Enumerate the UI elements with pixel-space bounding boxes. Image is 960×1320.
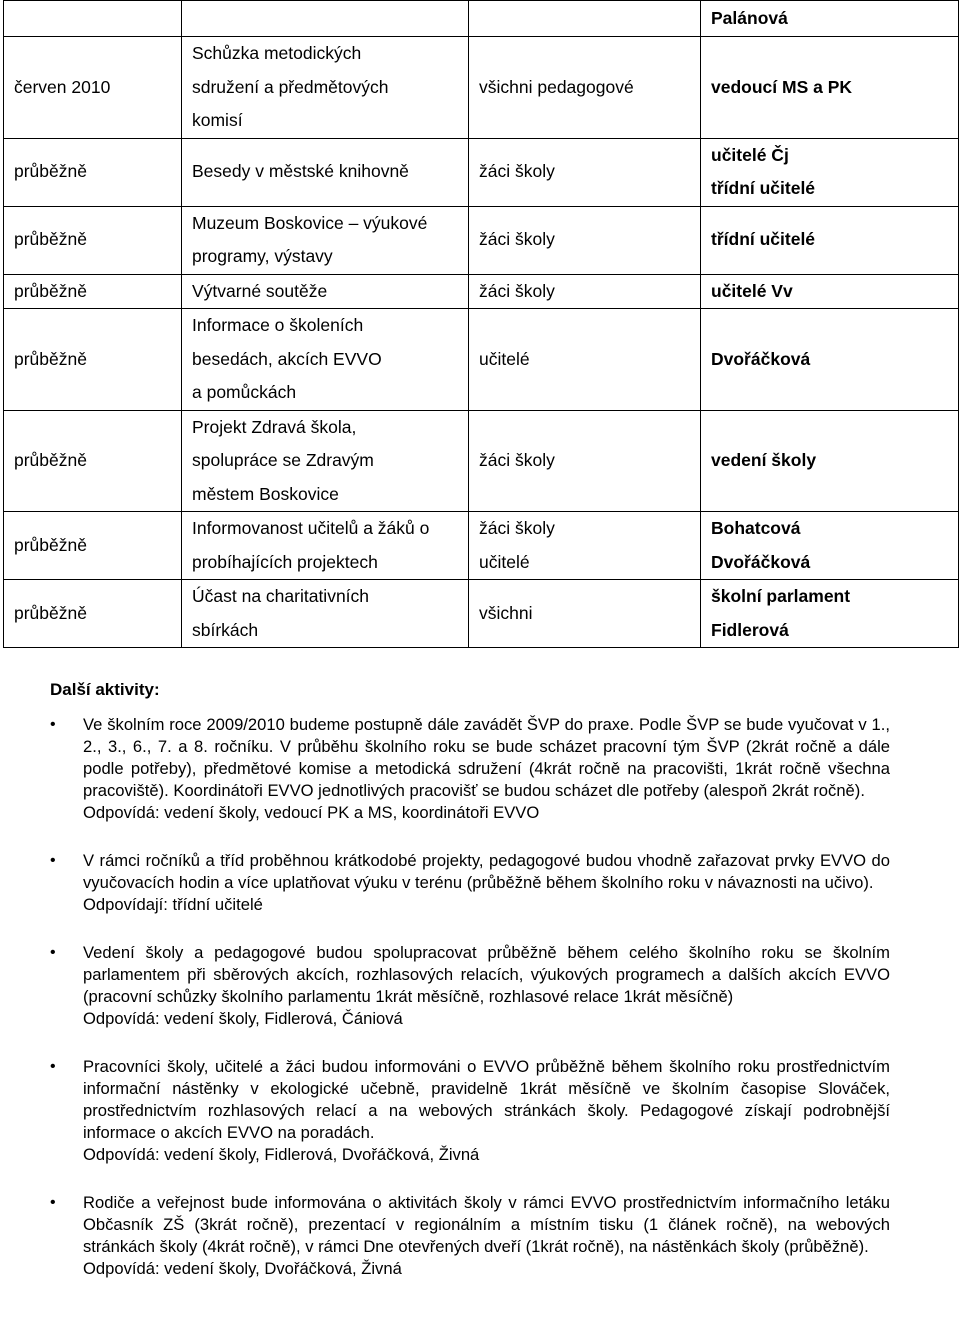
- cell-line: Schůzka metodických: [192, 43, 362, 63]
- cell-line: učitelé Vv: [711, 280, 793, 301]
- date-cell: [4, 206, 182, 274]
- cell-line: probíhajících projektech: [192, 551, 378, 572]
- list-item: [50, 850, 890, 916]
- bullet-icon: •: [50, 1194, 56, 1211]
- cell-line: Fidlerová: [711, 619, 789, 640]
- responsible-cell: [701, 37, 959, 139]
- participants-cell: [469, 512, 701, 580]
- activity-cell: [182, 274, 469, 309]
- table-row: [4, 274, 959, 309]
- date-cell: [4, 274, 182, 309]
- cell-line: Muzeum Boskovice – výukové: [192, 212, 428, 233]
- participants-cell: [469, 410, 701, 512]
- cell-line: třídní učitelé: [711, 178, 816, 198]
- date-cell: [4, 580, 182, 648]
- responsible-cell: [701, 512, 959, 580]
- table-row: [4, 512, 959, 580]
- bullet-icon: •: [50, 852, 56, 869]
- cell-line: červen 2010: [14, 76, 111, 97]
- date-cell: [4, 512, 182, 580]
- participants-cell: [469, 37, 701, 139]
- item-text: Pracovníci školy, učitelé a žáci budou informováni o EVVO průběžně během školního roku prostřednictvím informační nástěnky v ekologické učebně, pravidelně 1krát měsíčně ve školním časopise Slováček, prostřednictvím rozhlasových relací a na webových stránkách školy. Pedagogové získají podrobnější informace o akcích EVVO na poradách.: [83, 1057, 890, 1142]
- cell-line: komisí: [192, 110, 243, 130]
- activity-cell: [182, 37, 469, 139]
- cell-line: žáci školy: [479, 450, 555, 470]
- cell-line: Palánová: [711, 7, 788, 28]
- item-text: Ve školním roce 2009/2010 budeme postupně dále zavádět ŠVP do praxe. Podle ŠVP se bude vyučovat v 1., 2., 3., 6., 7. a 8. ročníku. V průběhu školního roku se bude scházet pracovní tým ŠVP (2krát ročně a dále podle potřeby), předmětové komise a metodická sdružení (4krát ročně na pracovišti, 1krát ročně všechna pracoviště). Koordinátoři EVVO jednotlivých pracovišť se budou scházet dle potřeby (alespoň 2krát ročně).: [83, 715, 890, 800]
- cell-line: Výtvarné soutěže: [192, 280, 328, 301]
- cell-line: a pomůckách: [192, 382, 297, 402]
- responsible-cell: [701, 274, 959, 309]
- list-item: [50, 1056, 890, 1166]
- responsible-cell: [701, 410, 959, 512]
- responsible-cell: [701, 138, 959, 206]
- bullet-icon: •: [50, 716, 56, 733]
- list-item: [50, 1192, 890, 1280]
- cell-line: průběžně: [14, 534, 87, 555]
- cell-line: programy, výstavy: [192, 246, 333, 266]
- cell-line: školní parlament: [711, 586, 851, 606]
- list-item: [50, 942, 890, 1030]
- further-activities-heading: Další aktivity:: [50, 680, 160, 699]
- responsible-cell: [701, 580, 959, 648]
- item-responsible: Odpovídají: třídní učitelé: [83, 895, 263, 914]
- activity-cell: [182, 512, 469, 580]
- activity-cell: [182, 580, 469, 648]
- further-activities-list: [50, 714, 890, 1280]
- responsible-cell: [701, 206, 959, 274]
- cell-line: Dvořáčková: [711, 551, 811, 572]
- item-responsible: Odpovídá: vedení školy, Fidlerová, Dvořáčková, Živná: [83, 1145, 480, 1164]
- date-cell: [4, 138, 182, 206]
- cell-line: průběžně: [14, 450, 87, 470]
- participants-cell: [469, 309, 701, 411]
- participants-cell: [469, 274, 701, 309]
- bullet-icon: •: [50, 1058, 56, 1075]
- cell-line: žáci školy: [479, 518, 555, 538]
- cell-line: průběžně: [14, 348, 87, 369]
- item-responsible: Odpovídá: vedení školy, Dvořáčková, Živná: [83, 1259, 402, 1278]
- date-cell: [4, 1, 182, 37]
- bullet-icon: •: [50, 944, 56, 961]
- table-row: [4, 580, 959, 648]
- cell-line: průběžně: [14, 229, 87, 250]
- participants-cell: [469, 1, 701, 37]
- cell-line: sbírkách: [192, 619, 259, 640]
- cell-line: všichni: [479, 602, 533, 623]
- cell-line: Účast na charitativních: [192, 586, 370, 606]
- table-row: [4, 138, 959, 206]
- cell-line: besedách, akcích EVVO: [192, 348, 382, 369]
- cell-line: vedoucí MS a PK: [711, 76, 853, 97]
- item-responsible: Odpovídá: vedení školy, vedoucí PK a MS, koordinátoři EVVO: [83, 803, 540, 822]
- item-text: Vedení školy a pedagogové budou spolupracovat průběžně během celého školního roku se školním parlamentem při sběrových akcích, rozhlasových relacích, výukových programech a dalších akcích EVVO (pracovní schůzky školního parlamentu 1krát měsíčně, rozhlasové relace 1krát měsíčně): [83, 943, 890, 1006]
- cell-line: Dvořáčková: [711, 348, 811, 369]
- activity-table: [3, 0, 959, 648]
- table-row: [4, 309, 959, 411]
- activity-cell: [182, 1, 469, 37]
- cell-line: městem Boskovice: [192, 483, 339, 504]
- date-cell: [4, 37, 182, 139]
- activity-table-body: [4, 1, 959, 648]
- item-text: Rodiče a veřejnost bude informována o aktivitách školy v rámci EVVO prostřednictvím informačního letáku Občasník ZŠ (3krát ročně), prezentací v regionálním a místním tisku (1 článek ročně), na webových stránkách školy (4krát ročně), v rámci Dne otevřených dveří (1krát ročně), na nástěnkách školy (průběžně).: [83, 1193, 890, 1256]
- cell-line: třídní učitelé: [711, 229, 816, 250]
- cell-line: průběžně: [14, 161, 87, 182]
- cell-line: Informovanost učitelů a žáků o: [192, 518, 430, 538]
- date-cell: [4, 309, 182, 411]
- cell-line: žáci školy: [479, 229, 555, 250]
- cell-line: všichni pedagogové: [479, 76, 634, 97]
- activity-cell: [182, 410, 469, 512]
- item-responsible: Odpovídá: vedení školy, Fidlerová, Čániová: [83, 1009, 403, 1028]
- further-activities: [50, 680, 890, 1280]
- date-cell: [4, 410, 182, 512]
- cell-line: učitelé: [479, 551, 530, 572]
- activity-cell: [182, 309, 469, 411]
- responsible-cell: [701, 1, 959, 37]
- table-row: [4, 410, 959, 512]
- cell-line: Bohatcová: [711, 518, 801, 538]
- cell-line: průběžně: [14, 280, 87, 301]
- list-item: [50, 714, 890, 824]
- item-text: V rámci ročníků a tříd proběhnou krátkodobé projekty, pedagogové budou vhodně zařazovat prvky EVVO do vyučovacích hodin a více uplatňovat výuku v terénu (průběžně během školního roku v návaznosti na učivo).: [83, 851, 890, 892]
- cell-line: žáci školy: [479, 161, 555, 182]
- activity-cell: [182, 138, 469, 206]
- table-row: [4, 206, 959, 274]
- cell-line: žáci školy: [479, 280, 555, 301]
- cell-line: Besedy v městské knihovně: [192, 161, 409, 182]
- cell-line: učitelé Čj: [711, 144, 789, 165]
- participants-cell: [469, 580, 701, 648]
- responsible-cell: [701, 309, 959, 411]
- participants-cell: [469, 138, 701, 206]
- table-row: [4, 37, 959, 139]
- cell-line: sdružení a předmětových: [192, 76, 389, 97]
- cell-line: průběžně: [14, 602, 87, 623]
- activity-cell: [182, 206, 469, 274]
- participants-cell: [469, 206, 701, 274]
- cell-line: spolupráce se Zdravým: [192, 450, 374, 470]
- table-row: [4, 1, 959, 37]
- cell-line: vedení školy: [711, 450, 817, 470]
- cell-line: Informace o školeních: [192, 315, 364, 335]
- cell-line: Projekt Zdravá škola,: [192, 416, 357, 437]
- cell-line: učitelé: [479, 348, 530, 369]
